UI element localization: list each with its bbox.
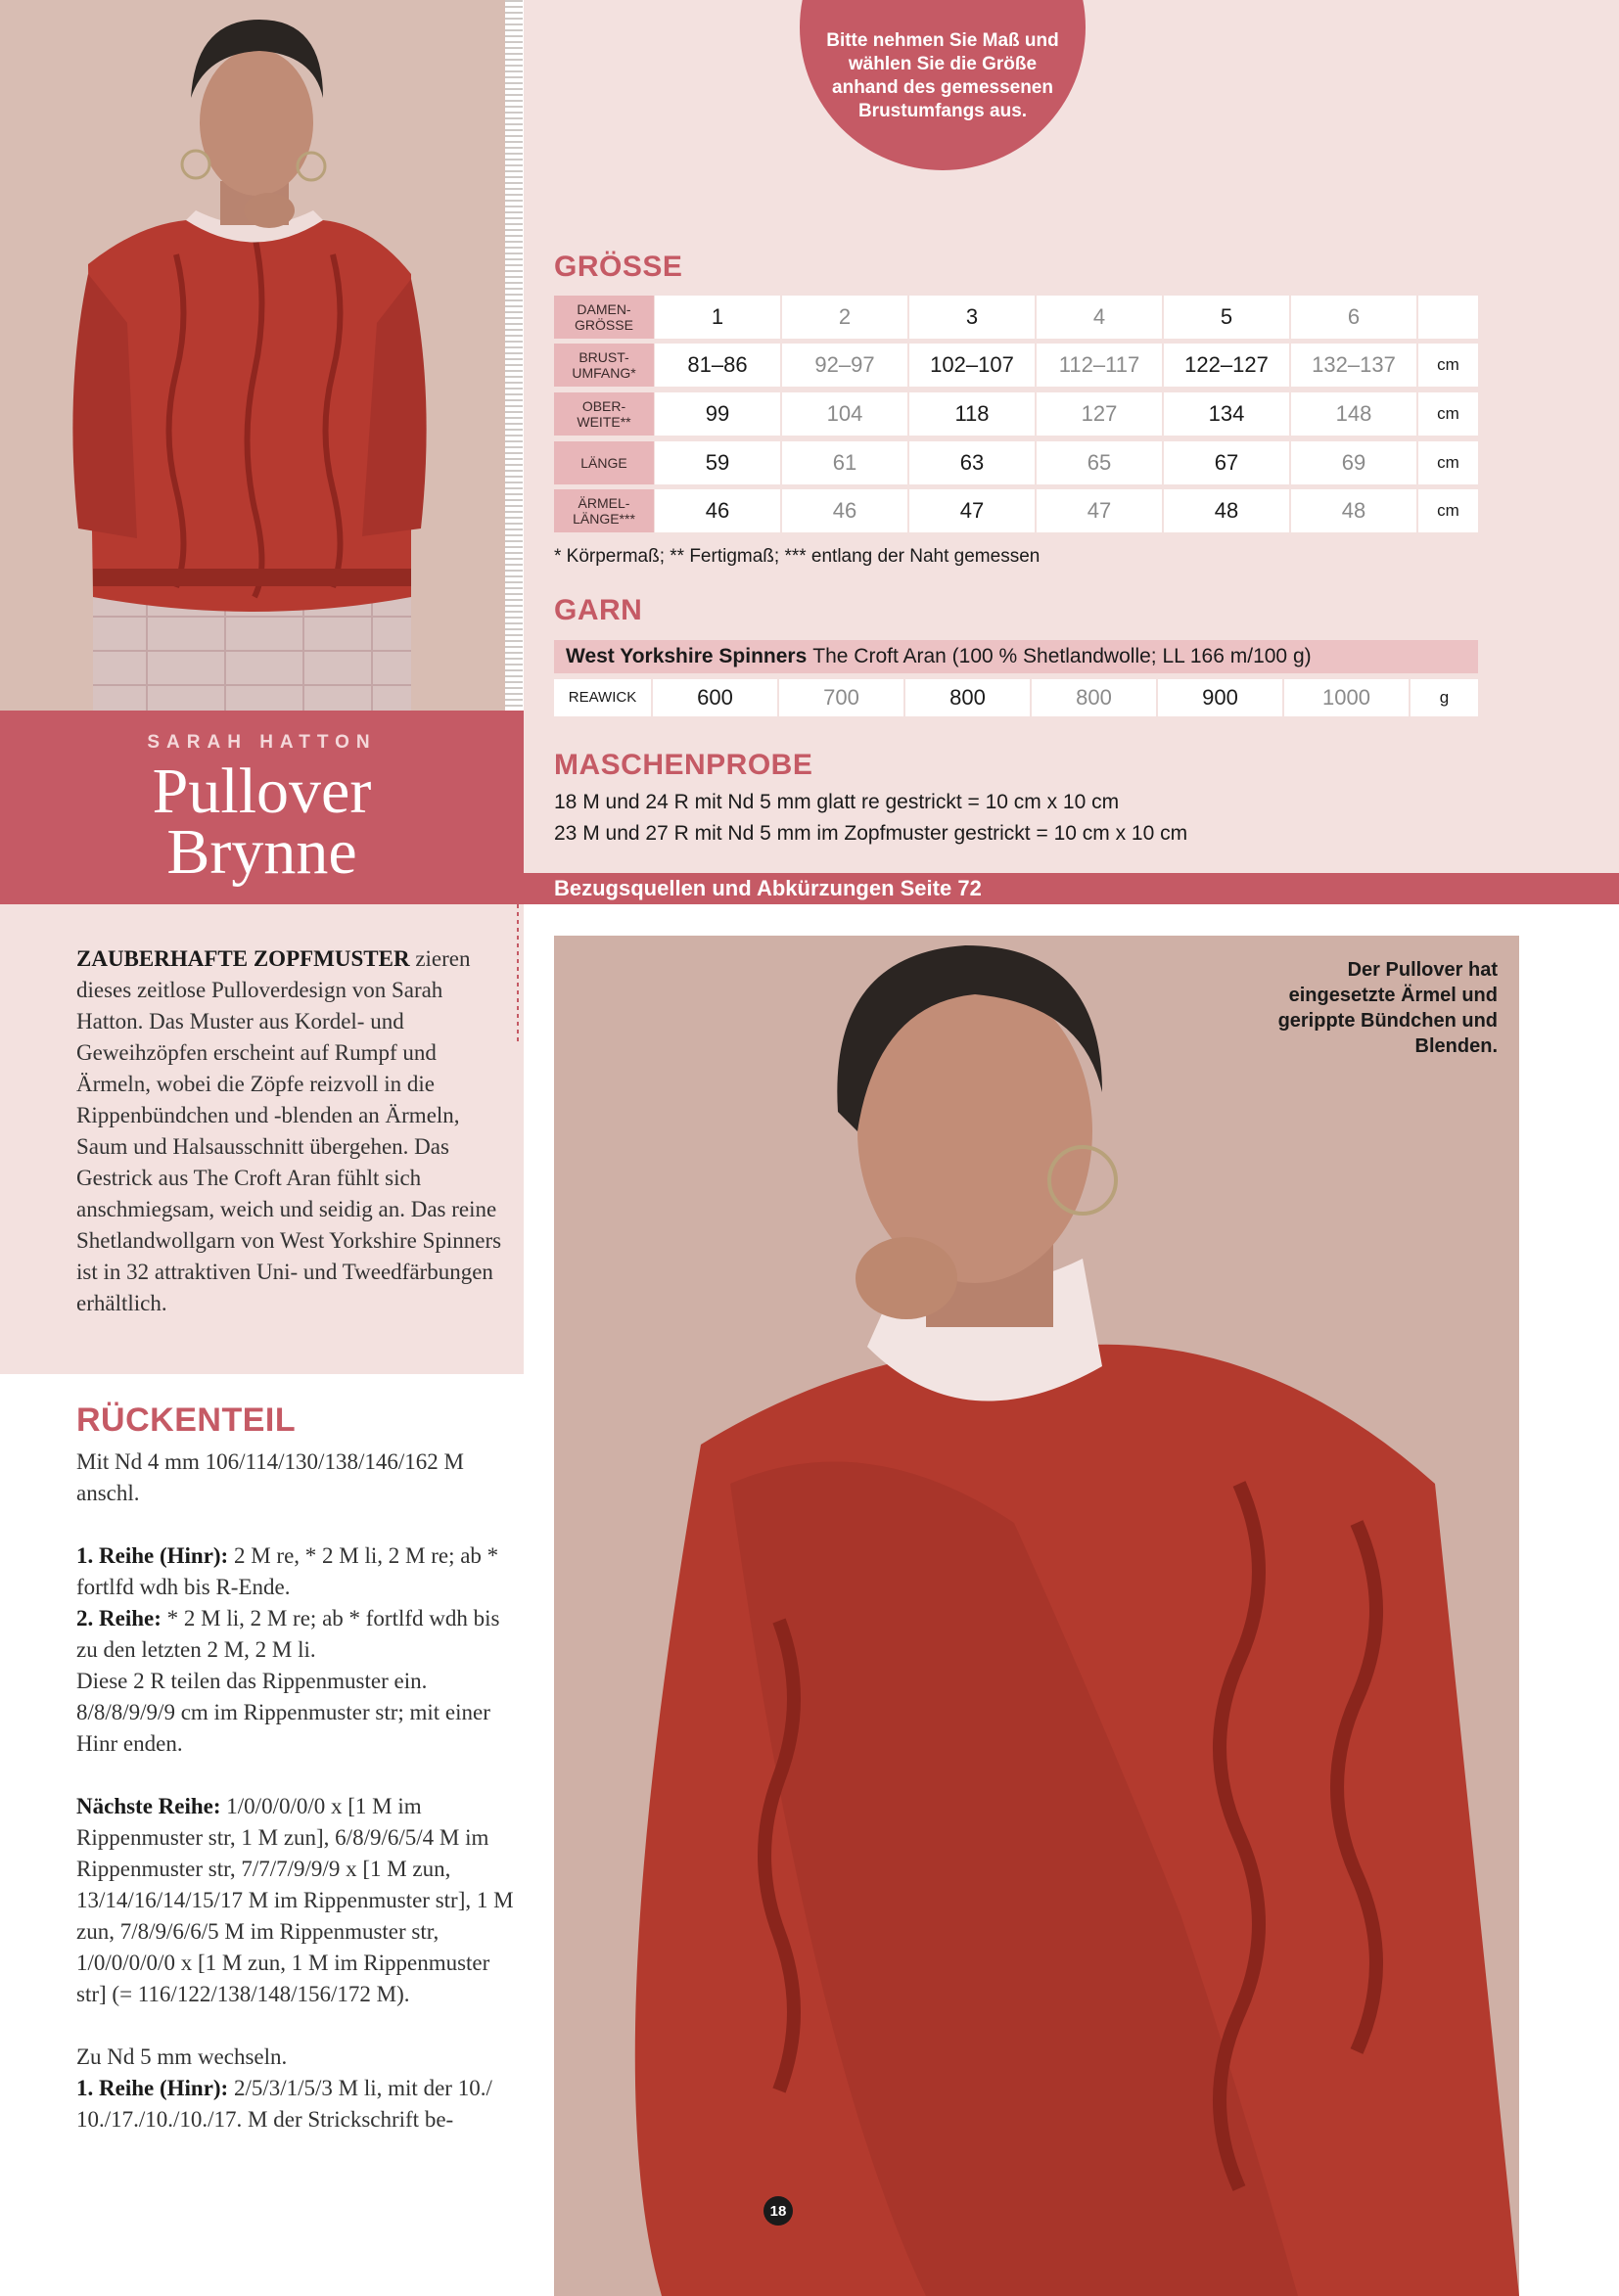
model-photo-main xyxy=(554,936,1519,2296)
instruction-next-row xyxy=(76,1791,517,2010)
size-label-damengroesse: DAMEN- GRÖSSE xyxy=(554,296,654,339)
row-1-label: 1. Reihe (Hinr): xyxy=(76,1543,229,1568)
size-cell: 48 xyxy=(1164,489,1289,532)
size-cell: 47 xyxy=(1037,489,1162,532)
row-1-pattern-label: 1. Reihe (Hinr): xyxy=(76,2076,229,2100)
instruction-row-1 xyxy=(76,1540,517,1603)
unit-cell: cm xyxy=(1418,344,1478,387)
size-cell: 112–117 xyxy=(1037,344,1162,387)
size-cell: 132–137 xyxy=(1291,344,1416,387)
intro-text: zieren dieses zeitlose Pulloverdesign von Sarah Hatton. Das Muster aus Kordel- und Geweihzöpfen erscheint auf Rumpf und Ärmeln, wobei die Zöpfe reizvoll in die Rippenbündchen und -blenden an Ärmeln, Saum und Halsausschnitt übergehen. Das Gestrick aus The Croft Aran fühlt sich anschmiegsam, weich und seidig an. Das reine Shetlandwollgarn von West Yorkshire Spinners ist in 32 attraktiven Uni- und Tweedfärbungen erhältlich. xyxy=(76,946,502,1315)
instruction-row-1-pattern xyxy=(76,2073,517,2135)
sources-bar xyxy=(524,873,1619,904)
size-cell: 46 xyxy=(782,489,907,532)
pattern-title-line2: Brynne xyxy=(166,816,357,888)
size-cell: 92–97 xyxy=(782,344,907,387)
title-band xyxy=(0,711,524,904)
page-number: 18 xyxy=(763,2196,793,2226)
next-row-text: 1/0/0/0/0/0 x [1 M im Rippenmuster str, 1 M zun], 6/8/9/6/5/4 M im Rippenmuster str, 7/7/7/9/9/9 x [1 M zun, 13/14/16/14/15/17 M im Rippenmuster str], 1 M zun, 7/8/9/6/6/5 M im Rippenmuster str, 1/0/0/0/0/0 x [1 M zun, 1 M im Rippenmuster str] (= 116/122/138/148/156/172 M). xyxy=(76,1794,514,2006)
gauge-line-2: 23 M und 27 R mit Nd 5 mm im Zopfmuster gestrickt = 10 cm x 10 cm xyxy=(554,822,1188,845)
size-cell: 6 xyxy=(1291,296,1416,339)
table-footnote: * Körpermaß; ** Fertigmaß; *** entlang der Naht gemessen xyxy=(554,546,1041,567)
yarn-brand: West Yorkshire Spinners xyxy=(566,645,808,667)
header-background xyxy=(524,0,1619,873)
size-cell: 81–86 xyxy=(655,344,780,387)
yarn-amount-cell: 800 xyxy=(1032,679,1156,716)
yarn-description-row xyxy=(554,640,1478,673)
stitch-divider-lower xyxy=(517,904,519,1041)
unit-cell: g xyxy=(1411,679,1478,716)
yarn-amount-cell: 600 xyxy=(653,679,777,716)
size-cell: 1 xyxy=(655,296,780,339)
size-cell: 46 xyxy=(655,489,780,532)
size-label-brustumfang: BRUST- UMFANG* xyxy=(554,344,654,387)
intro-paragraph xyxy=(76,943,507,1319)
size-cell: 65 xyxy=(1037,441,1162,484)
yarn-color-label: REAWICK xyxy=(554,679,651,716)
instruction-needle-switch: Zu Nd 5 mm wechseln. xyxy=(76,2044,288,2069)
intro-lead: ZAUBERHAFTE ZOPFMUSTER xyxy=(76,946,410,971)
size-cell: 148 xyxy=(1291,392,1416,436)
size-cell: 47 xyxy=(909,489,1035,532)
size-cell: 67 xyxy=(1164,441,1289,484)
size-cell: 118 xyxy=(909,392,1035,436)
instruction-row-2 xyxy=(76,1603,517,1666)
pattern-title-line1: Pullover xyxy=(152,756,372,827)
model-photo-top xyxy=(0,0,505,711)
size-cell: 5 xyxy=(1164,296,1289,339)
unit-cell: cm xyxy=(1418,392,1478,436)
size-cell: 102–107 xyxy=(909,344,1035,387)
section-heading-groesse: GRÖSSE xyxy=(554,251,683,283)
size-label-aermellaenge: ÄRMEL- LÄNGE*** xyxy=(554,489,654,532)
size-cell: 104 xyxy=(782,392,907,436)
size-advice-text: Bitte nehmen Sie Maß und wählen Sie die Größe anhand des gemessenen Brustumfangs aus. xyxy=(826,30,1059,121)
section-heading-maschenprobe: MASCHENPROBE xyxy=(554,749,813,781)
yarn-amount-cell: 1000 xyxy=(1284,679,1409,716)
next-row-label: Nächste Reihe: xyxy=(76,1794,221,1818)
sources-text: Bezugsquellen und Abkürzungen Seite 72 xyxy=(554,876,982,900)
size-cell: 59 xyxy=(655,441,780,484)
gauge-line-1: 18 M und 24 R mit Nd 5 mm glatt re gestrickt = 10 cm x 10 cm xyxy=(554,791,1120,813)
size-cell: 2 xyxy=(782,296,907,339)
unit-cell: cm xyxy=(1418,489,1478,532)
yarn-description: The Croft Aran (100 % Shetlandwolle; LL 166 m/100 g) xyxy=(812,645,1312,667)
yarn-amount-cell: 900 xyxy=(1158,679,1282,716)
yarn-amount-cell: 700 xyxy=(779,679,903,716)
size-cell: 61 xyxy=(782,441,907,484)
row-2-label: 2. Reihe: xyxy=(76,1606,162,1630)
row-1-text: 2 M re, * 2 M li, 2 M re; ab * fortlfd wdh bis R-Ende. xyxy=(76,1543,499,1599)
size-cell: 134 xyxy=(1164,392,1289,436)
size-cell: 127 xyxy=(1037,392,1162,436)
size-cell: 122–127 xyxy=(1164,344,1289,387)
size-cell: 3 xyxy=(909,296,1035,339)
size-cell: 48 xyxy=(1291,489,1416,532)
section-heading-garn: GARN xyxy=(554,594,643,626)
section-heading-rueckenteil: RÜCKENTEIL xyxy=(76,1401,297,1439)
yarn-amount-cell: 800 xyxy=(905,679,1030,716)
row-1-pattern-text: 2/5/3/1/5/3 M li, mit der 10./ 10./17./10./10./17. M der Strickschrift be- xyxy=(76,2076,492,2132)
instruction-rib-note: Diese 2 R teilen das Rippenmuster ein. 8/8/8/9/9/9 cm im Rippenmuster str; mit einer Hinr enden. xyxy=(76,1669,490,1756)
row-2-text: * 2 M li, 2 M re; ab * fortlfd wdh bis zu den letzten 2 M, 2 M li. xyxy=(76,1606,500,1662)
photo-caption: Der Pullover hat eingesetzte Ärmel und gerippte Bündchen und Blenden. xyxy=(1277,959,1498,1057)
size-label-oberweite: OBER- WEITE** xyxy=(554,392,654,436)
size-cell: 63 xyxy=(909,441,1035,484)
unit-cell: cm xyxy=(1418,441,1478,484)
unit-cell xyxy=(1418,296,1478,339)
size-cell: 69 xyxy=(1291,441,1416,484)
size-cell: 99 xyxy=(655,392,780,436)
designer-name: SARAH HATTON xyxy=(147,732,377,753)
size-label-laenge: LÄNGE xyxy=(554,441,654,484)
instruction-cast-on: Mit Nd 4 mm 106/114/130/138/146/162 M anschl. xyxy=(76,1449,464,1505)
size-cell: 4 xyxy=(1037,296,1162,339)
